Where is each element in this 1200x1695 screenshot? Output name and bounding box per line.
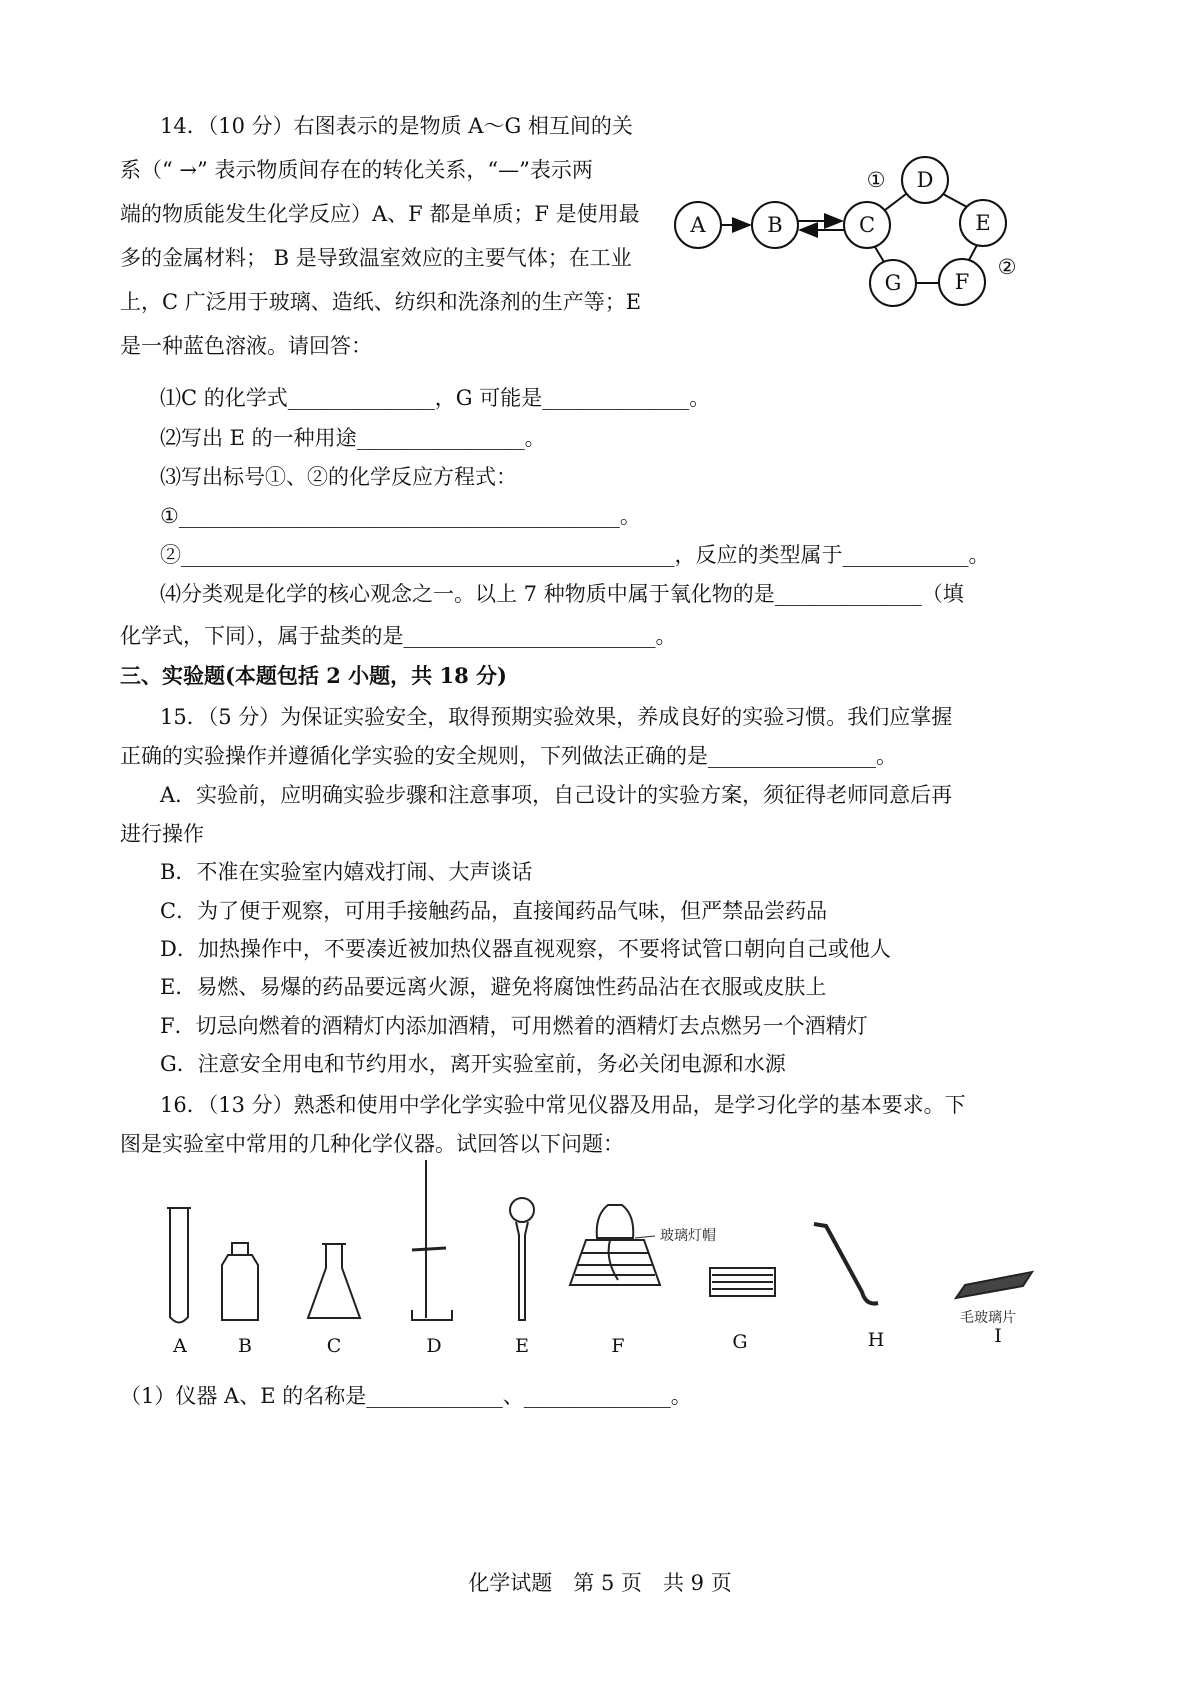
apparatus-label-i: I (994, 1325, 1002, 1347)
link-g-c (875, 247, 884, 262)
q14-line-2: 系（“ →” 表示物质间存在的转化关系，“—”表示两 (120, 158, 593, 182)
conical-flask-icon (308, 1244, 360, 1318)
q14-sub1: ⑴C 的化学式______________，G 可能是______________。 (160, 386, 711, 410)
node-d-label: D (916, 168, 934, 192)
q16-stem-a: 16．（13 分）熟悉和使用中学化学实验中常见仪器及用品，是学习化学的基本要求。下 (160, 1093, 966, 1117)
q14-sub4-a: ⑷分类观是化学的核心观念之一。以上 7 种物质中属于氧化物的是______________（填 (160, 582, 964, 606)
q14-eq1: ①__________________________________________。 (160, 504, 641, 528)
glass-plate-icon (710, 1268, 775, 1296)
q15-stem-b: 正确的实验操作并遵循化学实验的安全规则，下列做法正确的是________________。 (120, 744, 897, 768)
page-footer: 化学试题 第 5 页 共 9 页 (468, 1571, 732, 1595)
relation-diagram (665, 150, 1035, 320)
node-f-label: F (954, 270, 970, 294)
frosted-glass-slide-icon (956, 1272, 1032, 1298)
apparatus-label-e: E (515, 1335, 529, 1357)
link-d-e (943, 194, 967, 207)
node-c-label: C (858, 213, 876, 237)
q15-option-b: B．不准在实验室内嬉戏打闹、大声谈话 (160, 860, 533, 884)
q15-option-c: C．为了便于观察，可用手接触药品，直接闻药品气味，但严禁品尝药品 (160, 899, 828, 923)
q14-eq2: ②_______________________________________________，反应的类型属于____________。 (160, 543, 990, 567)
q14-sub3: ⑶写出标号①、②的化学反应方程式： (160, 465, 517, 489)
mark-1: ① (866, 168, 886, 192)
apparatus-label-g: G (732, 1331, 748, 1353)
q14-line-1: 14．（10 分）右图表示的是物质 A～G 相互间的关 (160, 114, 633, 138)
test-tube-icon (167, 1208, 191, 1323)
q15-option-d: D．加热操作中，不要凑近被加热仪器直视观察，不要将试管口朝向自己或他人 (160, 937, 891, 961)
node-a-label: A (690, 213, 706, 237)
mark-2: ② (997, 255, 1017, 279)
apparatus-label-f: F (611, 1335, 625, 1357)
apparatus-label-b: B (238, 1335, 252, 1357)
frosted-glass-label: 毛玻璃片 (960, 1310, 1016, 1326)
q15-option-a-cont: 进行操作 (120, 822, 204, 846)
q15-stem-a: 15．（5 分）为保证实验安全，取得预期实验效果，养成良好的实验习惯。我们应掌握 (160, 705, 953, 729)
lamp-cap-label: 玻璃灯帽 (660, 1228, 716, 1244)
apparatus-label-a: A (173, 1335, 187, 1357)
q14-line-5: 上，C 广泛用于玻璃、造纸、纺织和洗涤剂的生产等；E (120, 290, 642, 314)
apparatus-label-c: C (326, 1335, 342, 1357)
node-e-label: E (975, 211, 991, 235)
alcohol-lamp-icon (570, 1205, 660, 1285)
q15-option-e: E．易燃、易爆的药品要远离火源，避免将腐蚀性药品沾在衣服或皮肤上 (160, 975, 827, 999)
q15-option-f: F．切忌向燃着的酒精灯内添加酒精，可用燃着的酒精灯去点燃另一个酒精灯 (160, 1014, 868, 1038)
link-c-d (885, 194, 906, 210)
q16-stem-b: 图是实验室中常用的几种化学仪器。试回答以下问题： (120, 1132, 624, 1156)
q15-option-g: G．注意安全用电和节约用水，离开实验室前，务必关闭电源和水源 (160, 1052, 786, 1076)
section3-title: 三、实验题(本题包括 2 小题，共 18 分) (120, 663, 507, 688)
combustion-spoon-icon (814, 1224, 878, 1304)
node-b-label: B (767, 213, 783, 237)
q16-sub1: （1）仪器 A、E 的名称是_____________、______________。 (120, 1384, 692, 1408)
q14-sub2: ⑵写出 E 的一种用途________________。 (160, 426, 546, 450)
q15-option-a: A．实验前，应明确实验步骤和注意事项，自己设计的实验方案，须征得老师同意后再 (160, 783, 953, 807)
q14-sub4-b: 化学式，下同），属于盐类的是________________________。 (120, 624, 677, 648)
link-e-f (969, 245, 977, 260)
node-g-label: G (884, 271, 902, 295)
apparatus-label-d: D (426, 1335, 442, 1357)
q14-line-4: 多的金属材料； B 是导致温室效应的主要气体；在工业 (120, 246, 632, 270)
iron-stand-icon (412, 1160, 452, 1320)
funnel-icon (510, 1198, 534, 1320)
q14-line-6: 是一种蓝色溶液。请回答： (120, 334, 372, 358)
apparatus-figure (150, 1160, 1050, 1360)
q14-line-3: 端的物质能发生化学反应）A、F 都是单质；F 是使用最 (120, 202, 640, 226)
reagent-bottle-icon (222, 1243, 258, 1320)
apparatus-label-h: H (867, 1329, 885, 1351)
